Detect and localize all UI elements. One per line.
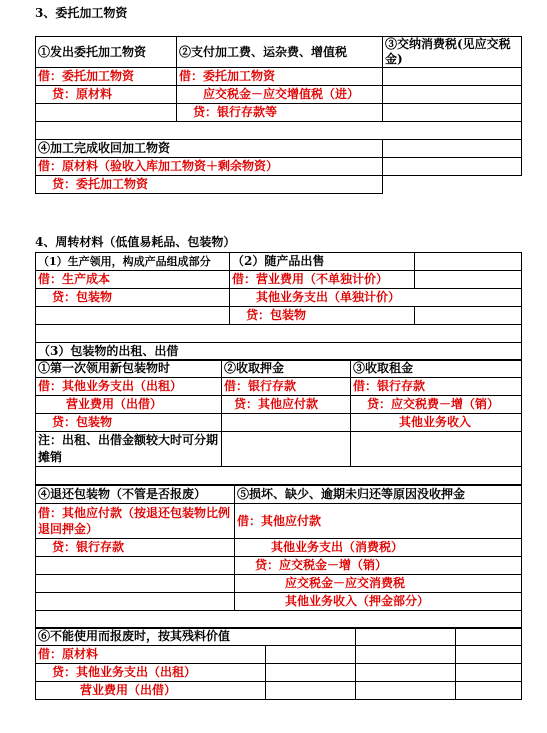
cell — [383, 140, 522, 158]
cell: 贷：银行存款等 — [177, 104, 383, 122]
header-dispatch: ①发出委托加工物资 — [36, 37, 177, 68]
cell: 贷：银行存款 — [36, 539, 235, 557]
section-4-table-d — [35, 627, 522, 700]
cell: 其他业务支出（单独计价） — [230, 289, 522, 307]
cell — [351, 432, 522, 467]
cell — [456, 664, 522, 682]
cell: 借：银行存款 — [222, 378, 351, 396]
cell: 营业费用（出借） — [36, 396, 222, 414]
cell: 贷：包装物 — [230, 307, 415, 325]
cell — [36, 575, 235, 593]
cell: 其他业务收入 — [351, 414, 522, 432]
cell: 借：其他业务支出（出租） — [36, 378, 222, 396]
header-return-packaging: ④退还包装物（不管是否报废） — [36, 486, 235, 504]
cell: 贷：应交税金－增（销） — [235, 557, 522, 575]
header-deposit: ②收取押金 — [222, 360, 351, 378]
cell — [456, 682, 522, 700]
blank-row — [36, 122, 522, 140]
blank-row — [36, 467, 522, 485]
cell — [415, 271, 522, 289]
cell: 贷：其他业务支出（出租） — [36, 664, 266, 682]
header-pay-fees: ②支付加工费、运杂费、增值税 — [177, 37, 383, 68]
cell: 贷：包装物 — [36, 289, 230, 307]
cell: 借：营业费用（不单独计价） — [230, 271, 415, 289]
cell — [415, 307, 522, 325]
cell — [356, 664, 456, 682]
header-first-use: ①第一次领用新包装物时 — [36, 360, 222, 378]
cell — [383, 68, 522, 86]
cell — [415, 253, 522, 271]
header-complete-return: ④加工完成收回加工物资 — [36, 140, 383, 158]
cell — [36, 593, 235, 611]
header-consumption-tax: ③交纳消费税(见应交税金) — [383, 37, 522, 68]
cell — [356, 646, 456, 664]
cell: 贷：包装物 — [36, 414, 222, 432]
cell — [36, 104, 177, 122]
section-4-table-a — [35, 252, 522, 361]
cell — [222, 432, 351, 467]
cell: 借：原材料 — [36, 646, 266, 664]
cell: 贷：原材料 — [36, 86, 177, 104]
cell — [222, 414, 351, 432]
cell: 贷：委托加工物资 — [36, 176, 383, 194]
cell: 其他业务支出（消费税） — [235, 539, 522, 557]
cell — [456, 628, 522, 646]
cell — [383, 158, 522, 176]
cell: 应交税金－应交消费税 — [235, 575, 522, 593]
header-rent: ③收取租金 — [351, 360, 522, 378]
cell — [383, 104, 522, 122]
cell — [266, 664, 356, 682]
cell: 借：银行存款 — [351, 378, 522, 396]
cell: 借：原材料（验收入库加工物资＋剩余物资） — [36, 158, 383, 176]
header-scrap: ⑥不能使用而报废时，按其残料价值 — [36, 628, 356, 646]
blank-row — [36, 325, 522, 343]
cell — [356, 628, 456, 646]
cell: 贷：应交税费－增（销） — [351, 396, 522, 414]
cell — [456, 646, 522, 664]
section-3-table — [35, 36, 522, 194]
cell: 贷：其他应付款 — [222, 396, 351, 414]
cell — [383, 176, 522, 194]
header-rent-lend: （3）包装物的出租、出借 — [36, 343, 522, 361]
cell — [383, 86, 522, 104]
section-4-title: 4、周转材料（低值易耗品、包装物） — [35, 235, 236, 249]
section-4-table-c — [35, 485, 522, 629]
header-confiscate-deposit: ⑤损坏、缺少、逾期未归还等原因没收押金 — [235, 486, 522, 504]
cell — [36, 307, 230, 325]
cell: 借：委托加工物资 — [36, 68, 177, 86]
cell: 其他业务收入（押金部分） — [235, 593, 522, 611]
cell: 营业费用（出借） — [36, 682, 266, 700]
section-3-title: 3、委托加工物资 — [35, 6, 128, 20]
cell: 借：委托加工物资 — [177, 68, 383, 86]
cell — [36, 557, 235, 575]
note-amortize: 注：出租、出借金额较大时可分期摊销 — [36, 432, 222, 467]
cell — [266, 682, 356, 700]
cell: 借：其他应付款 — [235, 504, 522, 539]
cell: 借：生产成本 — [36, 271, 230, 289]
section-4-table-b — [35, 359, 522, 485]
blank-row — [36, 611, 522, 629]
cell: 应交税金－应交增值税（进） — [177, 86, 383, 104]
cell: 借：其他应付款（按退还包装物比例退回押金） — [36, 504, 235, 539]
cell — [356, 682, 456, 700]
header-production-use: （1）生产领用，构成产品组成部分 — [36, 253, 230, 271]
header-sold-with-product: （2）随产品出售 — [230, 253, 415, 271]
cell — [266, 646, 356, 664]
